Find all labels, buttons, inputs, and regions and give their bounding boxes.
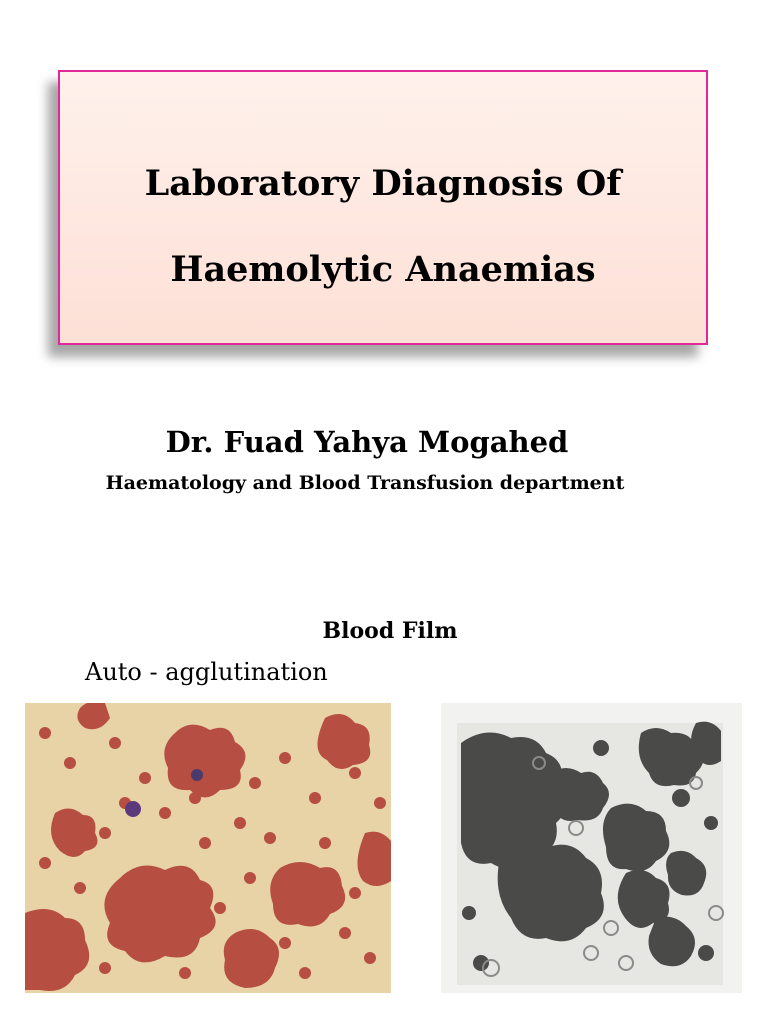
title-line-2: Haemolytic Anaemias: [170, 249, 596, 290]
author-name: Dr. Fuad Yahya Mogahed: [165, 425, 569, 459]
blood-film-bw-image: [441, 703, 742, 993]
title-box: [58, 70, 708, 345]
title-line-1: Laboratory Diagnosis Of: [144, 163, 622, 204]
author-department: Haematology and Blood Transfusion department: [105, 472, 625, 494]
blood-film-color-image: [25, 703, 391, 993]
section-heading: Blood Film: [322, 618, 458, 644]
image-caption: Auto - agglutination: [85, 658, 328, 686]
